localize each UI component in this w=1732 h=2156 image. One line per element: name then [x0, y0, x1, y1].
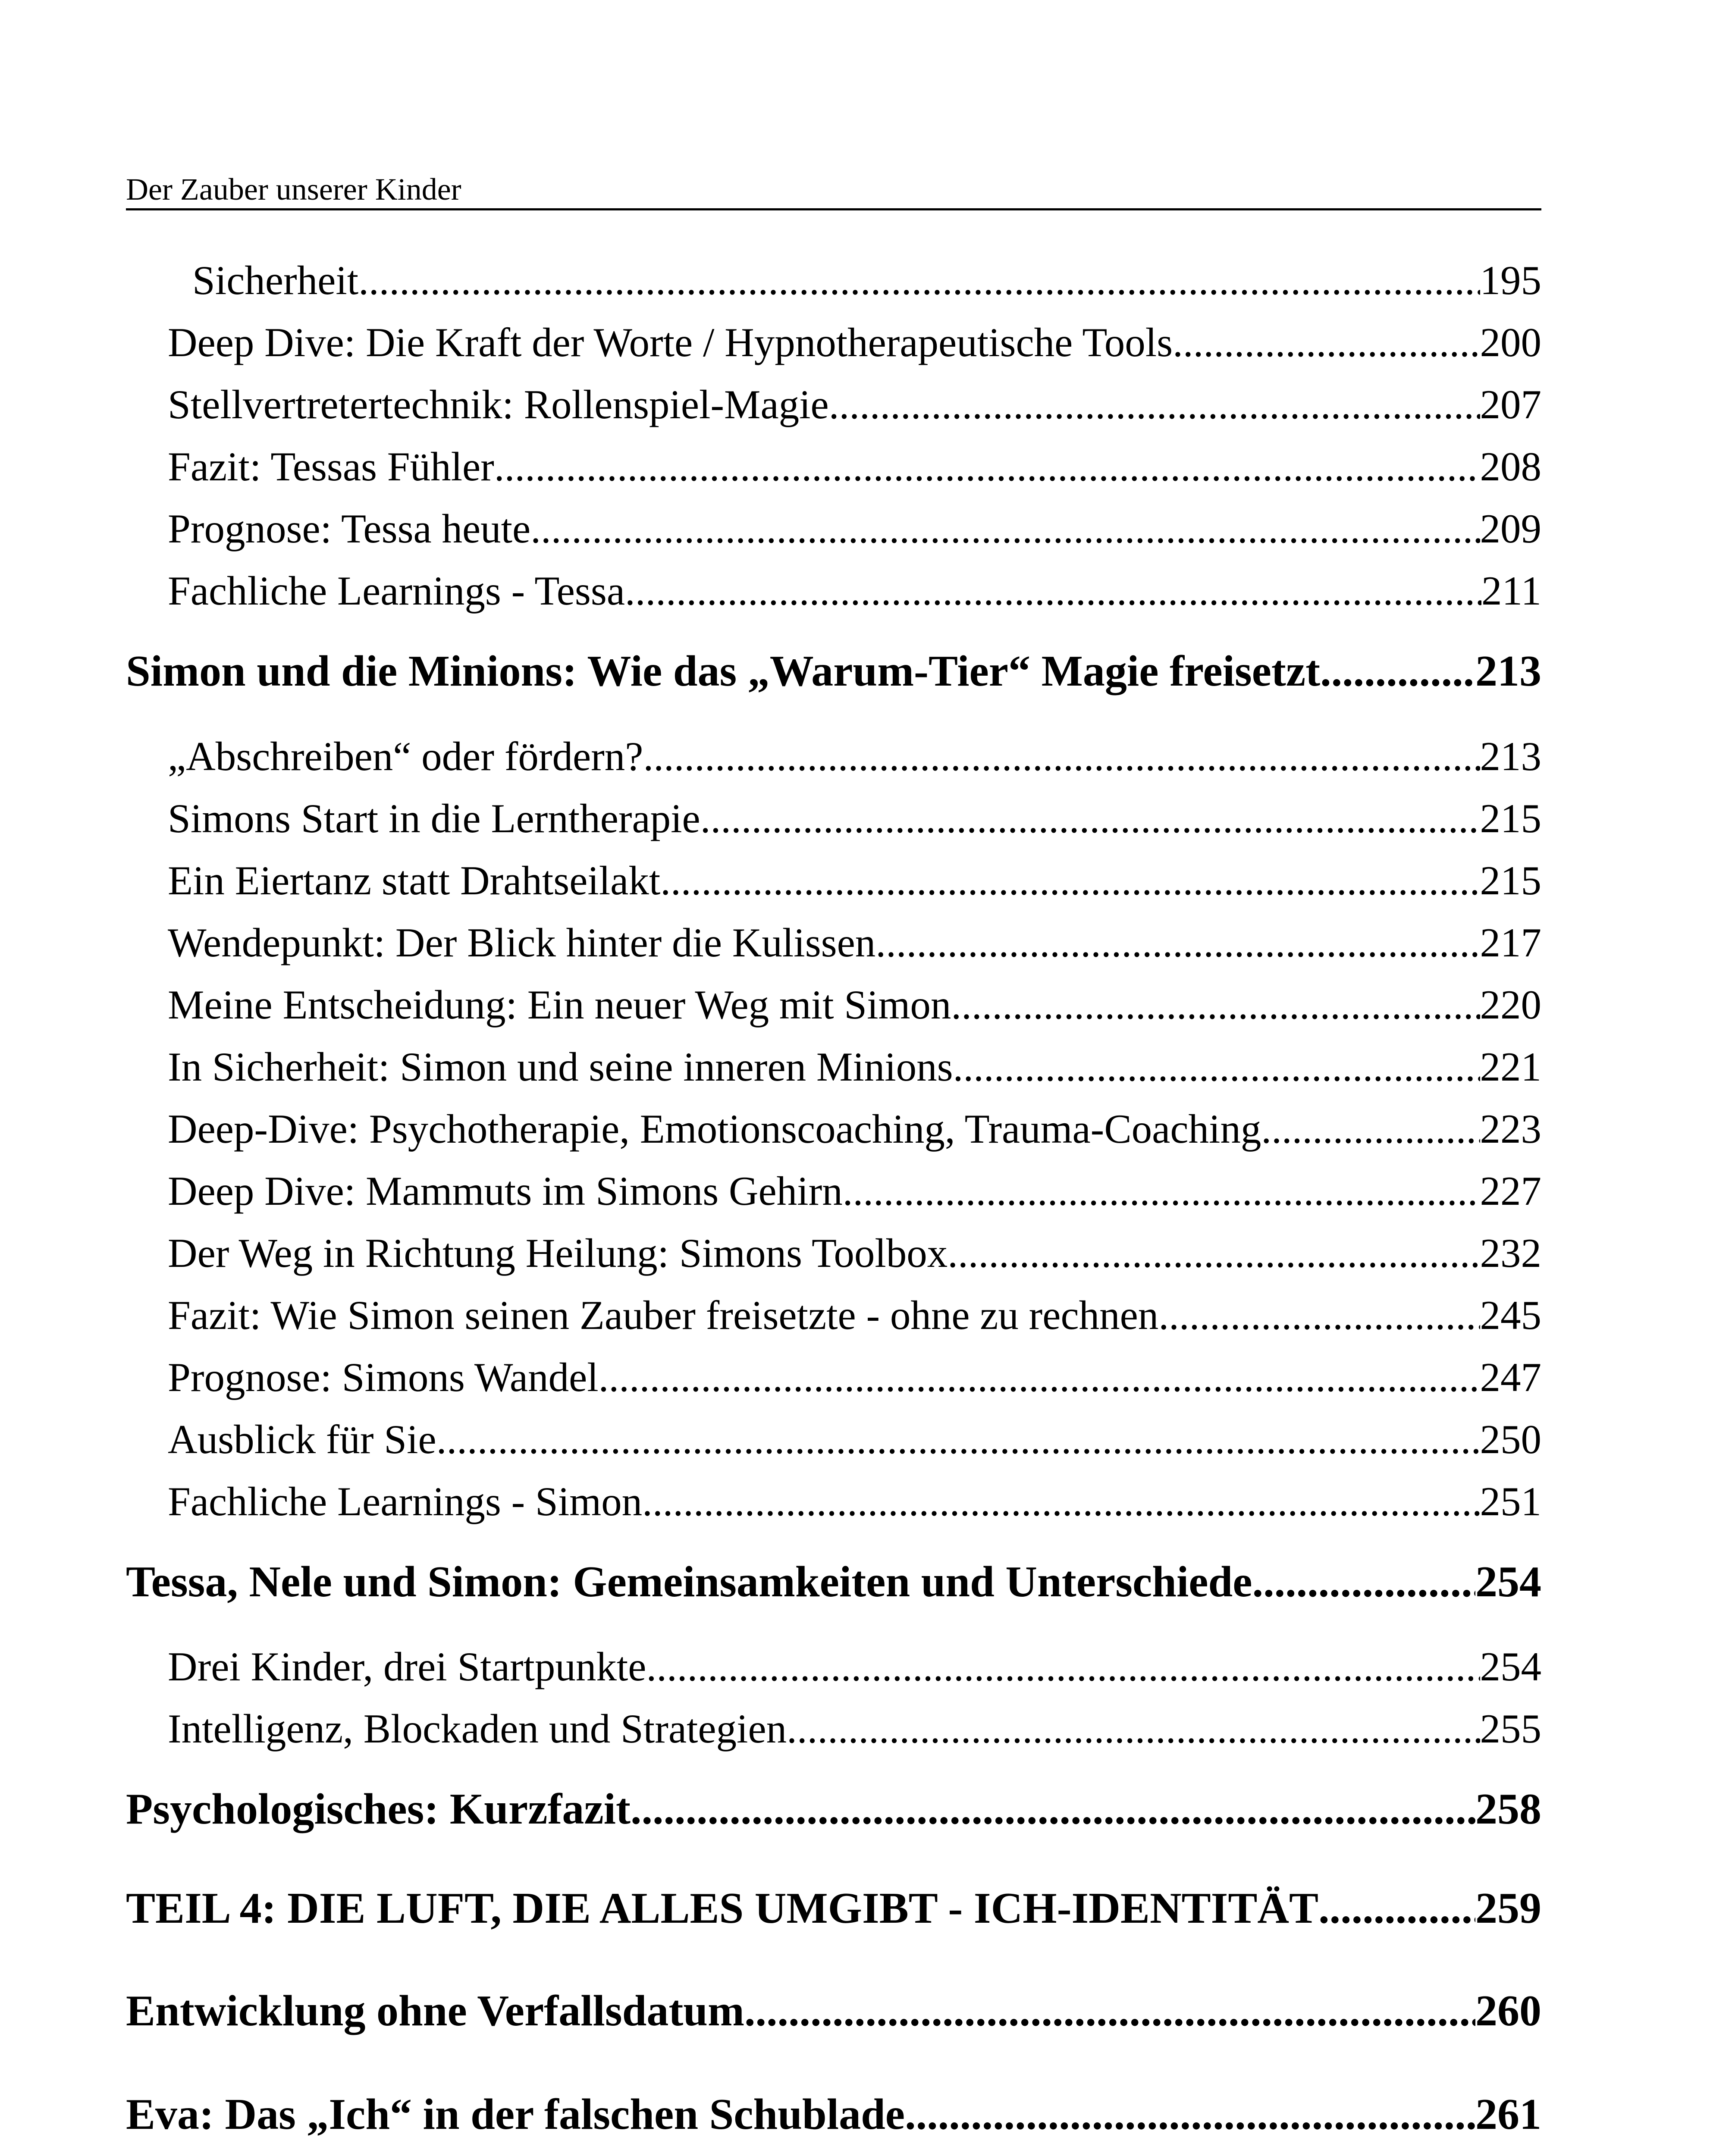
toc-dot-leader [1318, 1878, 1475, 1939]
toc-entry-title: Der Weg in Richtung Heilung: Simons Toolbox [168, 1230, 948, 1276]
toc-dot-leader [643, 726, 1480, 787]
toc-dot-leader [1158, 1285, 1480, 1345]
toc-entry-title: Deep Dive: Die Kraft der Worte / Hypnotherapeutische Tools [168, 320, 1173, 365]
toc-entry-title: Intelligenz, Blockaden und Strategien [168, 1706, 787, 1752]
toc-entry[interactable] [168, 912, 1541, 973]
toc-dot-leader [700, 788, 1480, 849]
toc-entry-page: 254 [1480, 1644, 1541, 1689]
toc-entry-page: 223 [1480, 1106, 1541, 1152]
toc-chapter-entry[interactable] [126, 1981, 1541, 2041]
toc-entry-title: Eva: Das „Ich“ in der falschen Schublade [126, 2090, 905, 2139]
running-header-title: Der Zauber unserer Kinder [126, 172, 461, 207]
toc-entry[interactable] [168, 1285, 1541, 1345]
toc-chapter-entry[interactable] [126, 2084, 1541, 2145]
toc-entry[interactable] [168, 1161, 1541, 1221]
toc-dot-leader [599, 1347, 1480, 1407]
toc-entry-title: Simon und die Minions: Wie das „Warum-Tier“ Magie freisetzt [126, 647, 1321, 696]
toc-entry-page: 261 [1475, 2090, 1541, 2139]
toc-entry-title: Meine Entscheidung: Ein neuer Weg mit Simon [168, 982, 951, 1028]
toc-chapter-entry[interactable] [126, 1779, 1541, 1839]
toc-entry-title: Simons Start in die Lerntherapie [168, 796, 700, 841]
toc-dot-leader [787, 1698, 1480, 1759]
toc-entry-page: 245 [1480, 1292, 1541, 1338]
toc-entry[interactable] [168, 1409, 1541, 1470]
toc-entry-page: 211 [1481, 568, 1541, 614]
toc-entry-page: 213 [1475, 647, 1541, 696]
toc-entry[interactable] [168, 1347, 1541, 1407]
toc-dot-leader [660, 850, 1480, 911]
toc-entry-title: Prognose: Tessa heute [168, 506, 531, 552]
toc-entry-page: 232 [1480, 1230, 1541, 1276]
toc-dot-leader [1252, 1552, 1475, 1612]
toc-entry-title: Fachliche Learnings - Tessa [168, 568, 625, 614]
toc-entry-page: 251 [1480, 1479, 1541, 1524]
toc-dot-leader [953, 1037, 1480, 1097]
toc-entry-page: 220 [1480, 982, 1541, 1028]
toc-entry-page: 213 [1480, 733, 1541, 779]
toc-entry-title: Sicherheit [192, 257, 359, 303]
page-header [126, 167, 1541, 210]
toc-chapter-entry[interactable] [126, 641, 1541, 702]
toc-entry[interactable] [168, 1471, 1541, 1532]
toc-entry[interactable] [168, 726, 1541, 787]
toc-dot-leader [530, 498, 1480, 559]
toc-entry-page: 254 [1475, 1557, 1541, 1606]
toc-dot-leader [744, 1981, 1475, 2041]
toc-entry-title: In Sicherheit: Simon und seine inneren Minions [168, 1044, 953, 1090]
toc-entry-title: „Abschreiben“ oder fördern? [168, 733, 643, 779]
toc-entry-title: Fazit: Tessas Fühler [168, 444, 494, 489]
toc-entry[interactable] [168, 1223, 1541, 1283]
toc-entry-page: 250 [1480, 1416, 1541, 1462]
toc-dot-leader [905, 2084, 1475, 2145]
toc-entry-page: 208 [1480, 444, 1541, 489]
toc-entry-title: Prognose: Simons Wandel [168, 1354, 599, 1400]
toc-entry-page: 258 [1475, 1785, 1541, 1833]
toc-entry-title: Fachliche Learnings - Simon [168, 1479, 643, 1524]
toc-entry-page: 207 [1480, 382, 1541, 427]
toc-dot-leader [646, 1636, 1480, 1697]
toc-entry-page: 217 [1480, 920, 1541, 965]
toc-entry[interactable] [168, 850, 1541, 911]
toc-entry[interactable] [168, 788, 1541, 849]
toc-entry[interactable] [192, 250, 1541, 310]
toc-entry[interactable] [168, 436, 1541, 497]
toc-dot-leader [951, 975, 1480, 1035]
toc-dot-leader [436, 1409, 1480, 1470]
toc-entry-page: 259 [1475, 1884, 1541, 1933]
toc-entry-title: Entwicklung ohne Verfallsdatum [126, 1987, 744, 2035]
toc-entry[interactable] [168, 498, 1541, 559]
toc-entry[interactable] [168, 1636, 1541, 1697]
toc-dot-leader [358, 250, 1480, 310]
toc-dot-leader [1261, 1099, 1480, 1159]
toc-dot-leader [494, 436, 1480, 497]
toc-entry-page: 260 [1475, 1987, 1541, 2035]
toc-entry-page: 227 [1480, 1168, 1541, 1214]
toc-entry-title: TEIL 4: DIE LUFT, DIE ALLES UMGIBT - ICH-IDENTITÄT [126, 1884, 1319, 1933]
toc-entry-title: Tessa, Nele und Simon: Gemeinsamkeiten und Unterschiede [126, 1557, 1252, 1606]
toc-entry-title: Wendepunkt: Der Blick hinter die Kulissen [168, 920, 876, 965]
toc-entry-title: Psychologisches: Kurzfazit [126, 1785, 631, 1833]
toc-entry-title: Ein Eiertanz statt Drahtseilakt [168, 858, 661, 903]
toc-entry-page: 255 [1480, 1706, 1541, 1752]
toc-entry[interactable] [168, 1037, 1541, 1097]
toc-entry[interactable] [168, 1099, 1541, 1159]
toc-dot-leader [948, 1223, 1480, 1283]
toc-entry-title: Deep-Dive: Psychotherapie, Emotionscoaching, Trauma-Coaching [168, 1106, 1261, 1152]
toc-entry-page: 215 [1480, 858, 1541, 903]
toc-entry-title: Ausblick für Sie [168, 1416, 436, 1462]
toc-entry[interactable] [168, 561, 1541, 621]
toc-dot-leader [631, 1779, 1475, 1839]
toc-dot-leader [625, 561, 1481, 621]
toc-entry-page: 221 [1480, 1044, 1541, 1090]
toc-entry[interactable] [168, 975, 1541, 1035]
toc-chapter-entry[interactable] [126, 1552, 1541, 1612]
toc-entry-title: Fazit: Wie Simon seinen Zauber freisetzte - ohne zu rechnen [168, 1292, 1159, 1338]
toc-entry-page: 247 [1480, 1354, 1541, 1400]
toc-entry[interactable] [168, 1698, 1541, 1759]
toc-dot-leader [1320, 641, 1475, 702]
toc-entry-page: 200 [1480, 320, 1541, 365]
toc-dot-leader [642, 1471, 1480, 1532]
toc-entry-page: 215 [1480, 796, 1541, 841]
toc-entry-page: 209 [1480, 506, 1541, 552]
toc-entry[interactable] [168, 374, 1541, 435]
toc-part-entry[interactable] [126, 1878, 1541, 1939]
toc-dot-leader [875, 912, 1480, 973]
toc-dot-leader [843, 1161, 1480, 1221]
toc-entry-title: Stellvertretertechnik: Rollenspiel-Magie [168, 382, 829, 427]
toc-entry-title: Deep Dive: Mammuts im Simons Gehirn [168, 1168, 843, 1214]
toc-entry-title: Drei Kinder, drei Startpunkte [168, 1644, 646, 1689]
toc-dot-leader [829, 374, 1480, 435]
toc-entry[interactable] [168, 312, 1541, 373]
toc-dot-leader [1173, 312, 1480, 373]
toc-entry-page: 195 [1480, 257, 1541, 303]
